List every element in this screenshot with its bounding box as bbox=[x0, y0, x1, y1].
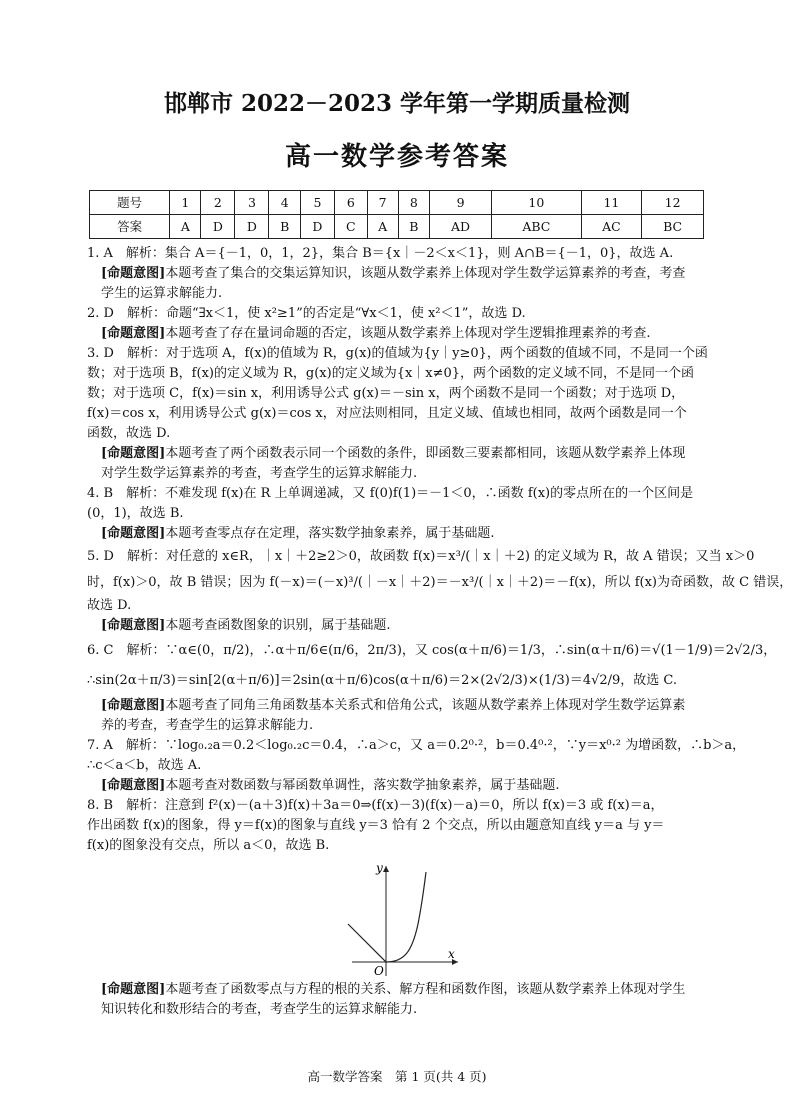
table-cell: 10 bbox=[492, 191, 582, 215]
intent-text: 本题考查零点存在定理，落实数学抽象素养，属于基础题. bbox=[165, 526, 495, 541]
table-cell: A bbox=[170, 215, 201, 239]
intent-line bbox=[101, 324, 712, 344]
intent-text: 本题考查了集合的交集运算知识，该题从数学素养上体现对学生数学运算素养的考查，考查 bbox=[165, 266, 686, 281]
intent-text: 本题考查对数函数与幂函数单调性，落实数学抽象素养，属于基础题. bbox=[165, 778, 560, 793]
table-cell: AD bbox=[430, 215, 492, 239]
solution-line: f(x)的图象没有交点，所以 a＜0，故选 B. bbox=[87, 838, 330, 853]
function-graph-figure bbox=[87, 856, 712, 980]
intent-tag: [命题意图] bbox=[101, 526, 166, 541]
solution-q7 bbox=[87, 736, 746, 796]
solution-line: 故选 D. bbox=[87, 598, 132, 613]
intent-line bbox=[101, 980, 712, 1000]
solution-line: 5. D 解析：对任意的 x∈R，｜x｜＋2≥2＞0，故函数 f(x)＝x³/(｜x｜＋2) 的定义域为 R，故 A 错误；又当 x＞0 bbox=[87, 549, 755, 564]
intent-tag: [命题意图] bbox=[101, 618, 166, 633]
solution-q2 bbox=[87, 304, 712, 344]
page-footer: 高一数学答案 第 1 页(共 4 页) bbox=[307, 1069, 487, 1084]
solution-line: 函数，故选 D. bbox=[87, 426, 171, 441]
table-cell: C bbox=[334, 215, 367, 239]
origin-label: O bbox=[374, 964, 384, 978]
intent-tag: [命题意图] bbox=[101, 326, 166, 341]
page-title: 邯郸市 2022－2023 学年第一学期质量检测 bbox=[163, 90, 631, 117]
intent-tag: [命题意图] bbox=[101, 698, 166, 713]
table-cell: 7 bbox=[367, 191, 398, 215]
table-cell: D bbox=[201, 215, 235, 239]
table-cell: 5 bbox=[300, 191, 334, 215]
table-cell: A bbox=[367, 215, 398, 239]
intent-line bbox=[101, 444, 712, 464]
intent-line: 学生的运算求解能力. bbox=[101, 286, 223, 301]
page-subtitle: 高一数学参考答案 bbox=[284, 142, 509, 172]
intent-line bbox=[101, 264, 712, 284]
solution-line: 8. B 解析：注意到 f²(x)－(a＋3)f(x)＋3a＝0⇒(f(x)－3)(f(x)－a)＝0，所以 f(x)＝3 或 f(x)＝a， bbox=[87, 798, 664, 813]
table-cell: ABC bbox=[492, 215, 582, 239]
graph-left-branch bbox=[348, 924, 386, 962]
solution-line: f(x)＝cos x，利用诱导公式 g(x)＝cos x，对应法则相同，且定义域、值域也相同，故两个函数是同一个 bbox=[87, 406, 687, 421]
table-cell: 1 bbox=[170, 191, 201, 215]
table-cell: 8 bbox=[398, 191, 429, 215]
solution-line: 数；对于选项 C，f(x)＝sin x，利用诱导公式 g(x)＝－sin x，两个函数不是同一个函数；对于选项 D， bbox=[87, 386, 685, 401]
table-cell: B bbox=[398, 215, 429, 239]
table-cell: D bbox=[300, 215, 334, 239]
table-cell: AC bbox=[581, 215, 642, 239]
table-row-numbers bbox=[90, 191, 704, 215]
solutions-body bbox=[87, 244, 793, 1020]
solution-line: 7. A 解析：∵log₀.₂a＝0.2＜log₀.₂c＝0.4，∴a＞c，又 a＝0.2⁰·²，b＝0.4⁰·²，∵y＝x⁰·² 为增函数，∴b＞a， bbox=[87, 738, 746, 753]
solution-q6 bbox=[87, 636, 777, 736]
table-cell: 12 bbox=[642, 191, 704, 215]
table-cell: BC bbox=[642, 215, 704, 239]
solution-line: 1. A 解析：集合 A＝{－1，0，1，2}，集合 B＝{x｜－2＜x＜1}，则 A∩B＝{－1，0}，故选 A. bbox=[87, 246, 674, 261]
intent-tag: [命题意图] bbox=[101, 982, 166, 997]
table-cell: 9 bbox=[430, 191, 492, 215]
answer-table bbox=[89, 190, 704, 239]
solution-q1 bbox=[87, 244, 712, 304]
intent-tag: [命题意图] bbox=[101, 266, 166, 281]
table-cell: B bbox=[269, 215, 300, 239]
table-cell: 2 bbox=[201, 191, 235, 215]
intent-line bbox=[101, 616, 712, 636]
solution-line: 3. D 解析：对于选项 A，f(x)的值域为 R，g(x)的值域为{y｜y≥0}，两个函数的值域不同，不是同一个函 bbox=[87, 346, 708, 361]
x-axis-label: x bbox=[448, 947, 455, 961]
intent-text: 本题考查函数图象的识别，属于基础题. bbox=[165, 618, 391, 633]
table-row-answers bbox=[90, 215, 704, 239]
table-cell: D bbox=[235, 215, 269, 239]
intent-text: 本题考查了同角三角函数基本关系式和倍角公式，该题从数学素养上体现对学生数学运算素 bbox=[165, 698, 686, 713]
intent-text: 本题考查了两个函数表示同一个函数的条件，即函数三要素都相同，该题从数学素养上体现 bbox=[165, 446, 686, 461]
solution-q4 bbox=[87, 484, 712, 544]
table-cell: 11 bbox=[581, 191, 642, 215]
intent-line: 对学生数学运算素养的考查，考查学生的运算求解能力. bbox=[101, 466, 418, 481]
intent-text: 本题考查了存在量词命题的否定，该题从数学素养上体现对学生逻辑推理素养的考查. bbox=[165, 326, 651, 341]
intent-tag: [命题意图] bbox=[101, 446, 166, 461]
solution-line: 4. B 解析：不难发现 f(x)在 R 上单调递减，又 f(0)f(1)＝－1＜0，∴函数 f(x)的零点所在的一个区间是 bbox=[87, 486, 694, 501]
solution-q8 bbox=[87, 796, 712, 1020]
y-axis-arrow bbox=[383, 866, 389, 872]
intent-line bbox=[101, 776, 712, 796]
solution-line: 时，f(x)＞0，故 B 错误；因为 f(－x)＝(－x)³/(｜－x｜＋2)＝－x³/(｜x｜＋2)＝－f(x)，所以 f(x)为奇函数，故 C 错误， bbox=[87, 575, 793, 590]
table-cell: 4 bbox=[269, 191, 300, 215]
solution-line: 数；对于选项 B，f(x)的定义域为 R，g(x)的定义域为{x｜x≠0}，两个函数的定义域不同，不是同一个函 bbox=[87, 366, 695, 381]
graph-right-branch bbox=[386, 872, 426, 962]
solution-line: ∴sin(2α＋π/3)＝sin[2(α＋π/6)]＝2sin(α＋π/6)cos(α＋π/6)＝2×(2√2/3)×(1/3)＝4√2/9，故选 C. bbox=[87, 673, 678, 688]
y-axis-label: y bbox=[376, 861, 383, 875]
table-cell: 3 bbox=[235, 191, 269, 215]
solution-q3 bbox=[87, 344, 712, 484]
table-cell: 题号 bbox=[90, 191, 170, 215]
solution-line: 6. C 解析：∵α∈(0，π/2)，∴α＋π/6∈(π/6，2π/3)，又 cos(α＋π/6)＝1/3，∴sin(α＋π/6)＝√(1－1/9)＝2√2/3， bbox=[87, 643, 777, 658]
intent-line: 养的考查，考查学生的运算求解能力. bbox=[101, 718, 314, 733]
intent-line bbox=[101, 696, 712, 716]
solution-line: 2. D 解析：命题“∃x＜1，使 x²≥1”的否定是“∀x＜1，使 x²＜1”，故选 D. bbox=[87, 306, 526, 321]
intent-text: 本题考查了函数零点与方程的根的关系、解方程和函数作图，该题从数学素养上体现对学生 bbox=[165, 982, 686, 997]
table-cell: 答案 bbox=[90, 215, 170, 239]
table-cell: 6 bbox=[334, 191, 367, 215]
intent-line: 知识转化和数形结合的考查，考查学生的运算求解能力. bbox=[101, 1002, 418, 1017]
function-graph bbox=[342, 858, 462, 978]
intent-line bbox=[101, 524, 712, 544]
solution-line: ∴c＜a＜b，故选 A. bbox=[87, 758, 202, 773]
solution-line: 作出函数 f(x)的图象，得 y＝f(x)的图象与直线 y＝3 恰有 2 个交点，所以由题意知直线 y＝a 与 y＝ bbox=[87, 818, 665, 833]
intent-tag: [命题意图] bbox=[101, 778, 166, 793]
solution-q5 bbox=[87, 544, 793, 636]
solution-line: (0，1)，故选 B. bbox=[87, 506, 184, 521]
